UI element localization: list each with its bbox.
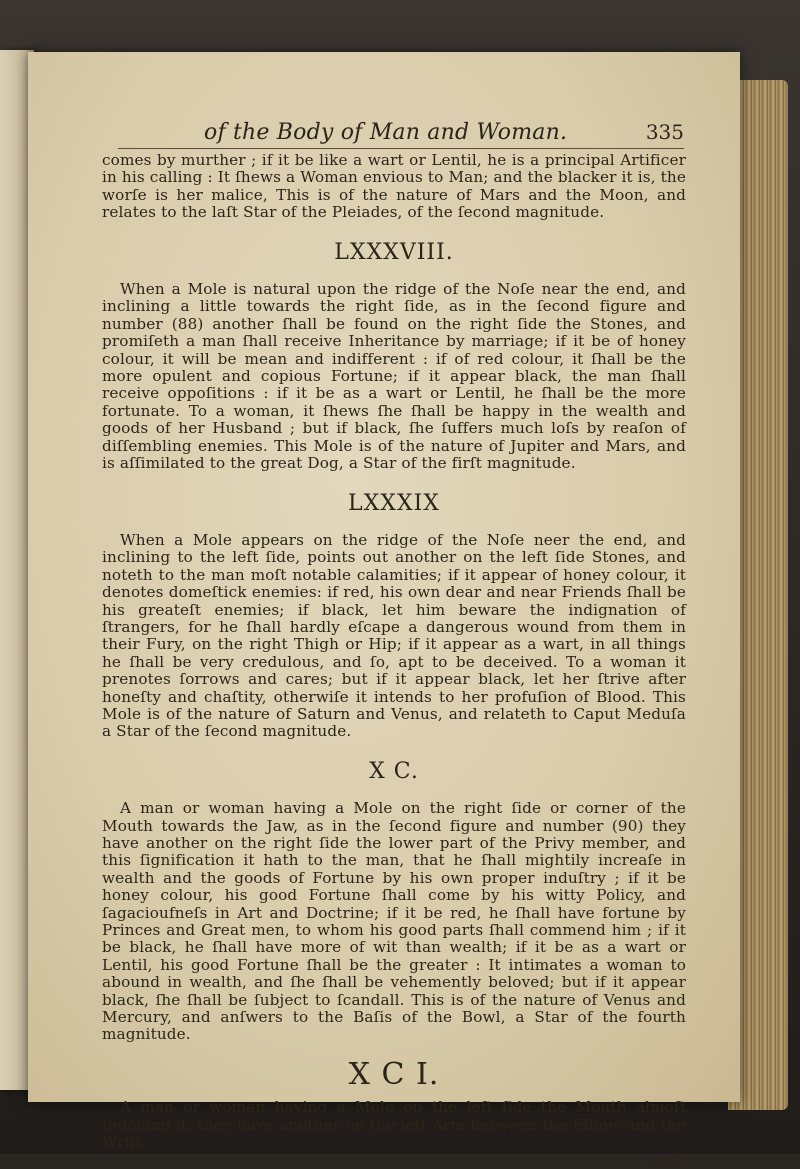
- section-heading-90: X C.: [369, 758, 419, 784]
- body-text: [102, 152, 686, 1169]
- section-heading-89: LXXXIX: [348, 490, 440, 516]
- running-head: of the Body of Man and Woman.: [204, 120, 568, 145]
- section-heading-88: LXXXVIII.: [334, 239, 454, 265]
- paragraph-88: When a Mole is natural upon the ridge of the Noſe near the end, and inclining a little towards the right ſide, as in the ſecond figure and number (88) another ſhall be found on the right ſide the Stones, and promiſeth a man ſhall receive Inheritance by marriage; if it be of honey colour, it will be mean and indifferent : if of red colour, it ſhall be the more opulent and copious Fortune; if it appear black, the man ſhall receive oppoſitions : if it be as a wart or Lentil, he ſhall be the more fortunate. To a woman, it ſhews ſhe ſhall be happy in the wealth and goods of her Husband ; but if black, ſhe ſuffers much loſs by reaſon of diſſembling enemies. This Mole is of the nature of Jupiter and Mars, and is aſſimilated to the great Dog, a Star of the firſt magnitude.: [102, 280, 686, 473]
- page-number: 335: [645, 120, 684, 144]
- page-header: [118, 118, 684, 149]
- paragraph-91: A man or woman having a Mole on the left ſide the Mouth almoſt touching it, they have another on the left Arm between the Elbow and the Wriſt,: [102, 1098, 686, 1152]
- paragraph-89: When a Mole appears on the ridge of the Noſe neer the end, and inclining to the left ſide, points out another on the left ſide Stones, and noteth to the man moſt notable calamities; if it appear of honey colour, it denotes domeſtick enemies: if red, his own dear and near Friends ſhall be his greateſt enemies; if black, let him beware the indignation of ſtrangers, for he ſhall hardly eſcape a dangerous wound from them in their Fury, on the right Thigh or Hip; if it appear as a wart, in all things he ſhall be very credulous, and ſo, apt to be deceived. To a woman it prenotes ſorrows and cares; but if it appear black, let her ſtrive after honeſty and chaſtity, otherwiſe it intends to her profuſion of Blood. This Mole is of the nature of Saturn and Venus, and relateth to Caput Meduſa a Star of the ſecond magnitude.: [102, 530, 686, 741]
- catchword: and: [650, 1150, 680, 1169]
- paragraph-continued: comes by murther ; if it be like a wart or Lentil, he is a principal Artificer in his calling : It ſhews a Woman envious to Man; and the blacker it is, the worſe is her malice, This is of the nature of Mars and the Moon, and relates to the laſt Star of the Pleiades, of the ſecond magnitude.: [102, 151, 686, 222]
- book-page: [28, 52, 740, 1169]
- section-heading-91: X C I.: [348, 1056, 440, 1092]
- paragraph-90: A man or woman having a Mole on the right ſide or corner of the Mouth towards the Jaw, as in the ſecond figure and number (90) they have another on the right ſide the lower part of the Privy member, and this ſignification it hath to the man, that he ſhall mightily increaſe in wealth and the goods of Fortune by his own proper induſtry ; if it be honey colour, his good Fortune ſhall come by his witty Policy, and ſagacioufneſs in Art and Doctrine; if it be red, he ſhall have fortune by Princes and Great men, to whom his good parts ſhall commend him ; if it be black, he ſhall have more of wit than wealth; if it be as a wart or Lentil, his good Fortune ſhall be the greater : It intimates a woman to abound in wealth, and ſhe ſhall be vehemently beloved; but if it appear black, ſhe ſhall be ſubject to ſcandall. This is of the nature of Venus and Mercury, and anſwers to the Baſis of the Bowl, a Star of the fourth magnitude.: [102, 799, 686, 1044]
